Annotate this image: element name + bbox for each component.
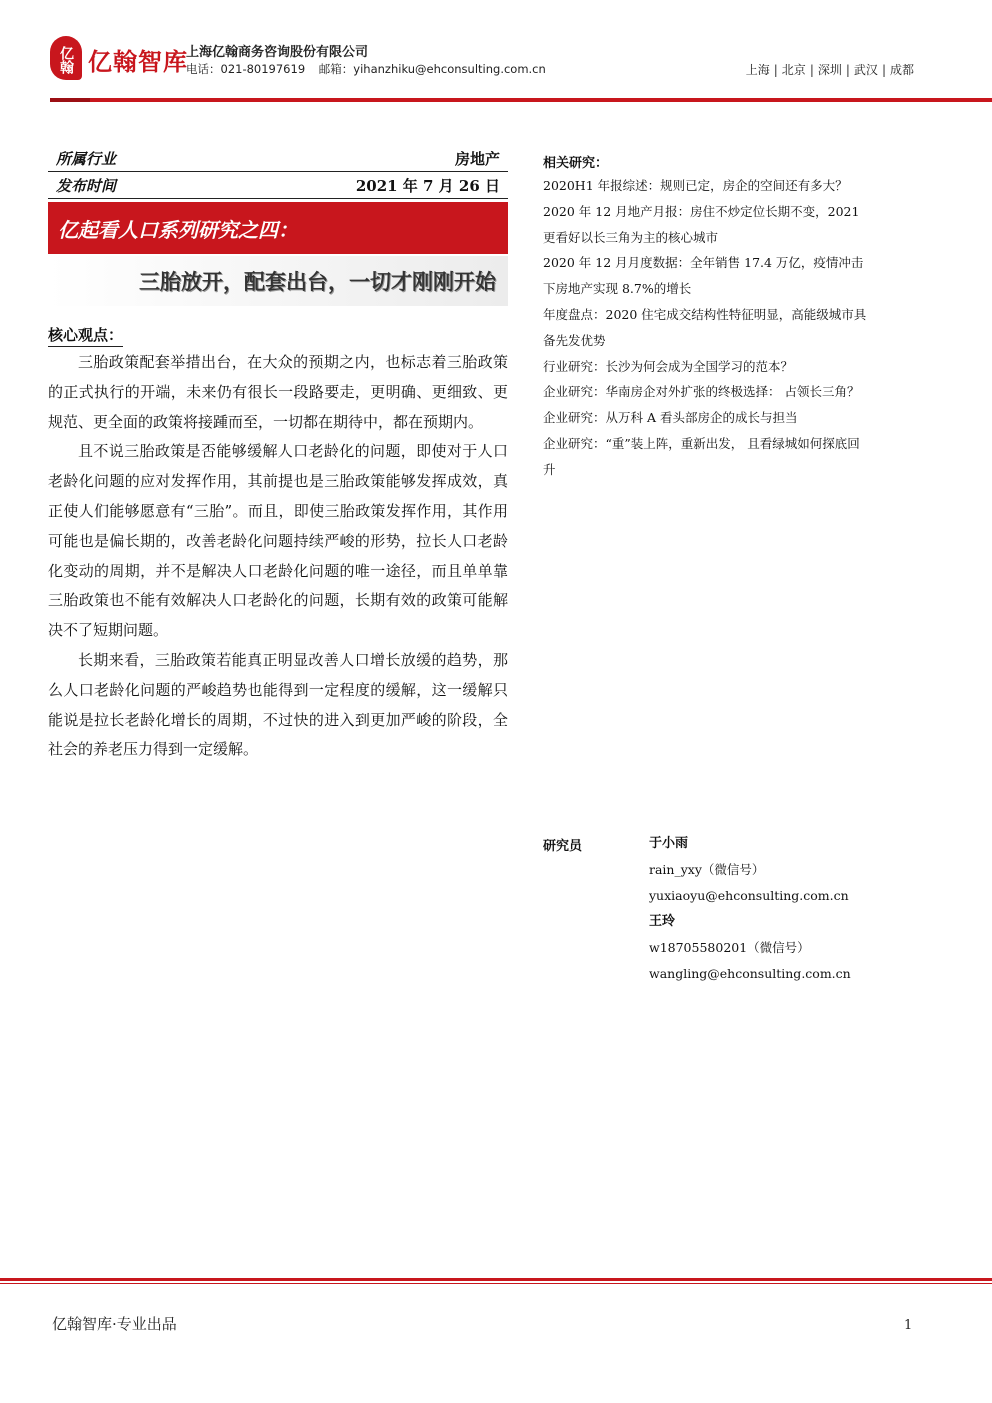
related-heading: 相关研究： (543, 156, 609, 171)
logo-mark (50, 36, 82, 80)
core-body (48, 348, 508, 765)
city-list (746, 61, 914, 78)
date-label: 发布时间 (56, 177, 117, 195)
header-rule-accent (50, 98, 90, 102)
city: 武汉 (853, 63, 878, 77)
related-item: 企业研究：“重”装上阵，重新出发， 且看绿城如何探底回升 (543, 435, 860, 477)
industry-value: 房地产 (454, 150, 500, 168)
city: 成都 (889, 63, 914, 77)
date-value: 2021 年 7 月 26 日 (355, 177, 500, 195)
city: 上海 (745, 63, 770, 77)
city-separator: | (845, 63, 850, 77)
footer-brand: 亿翰智库·专业出品 (52, 1315, 177, 1333)
related-item: 2020 年 12 月地产月报：房住不炒定位长期不变，2021 更看好以长三角为主的核心城市 (543, 203, 860, 245)
researcher-email: yuxiaoyu@ehconsulting.com.cn (649, 888, 849, 903)
related-item: 企业研究：从万科 A 看头部房企的成长与担当 (543, 410, 798, 426)
core-paragraph: 长期来看，三胎政策若能真正明显改善人口增长放缓的趋势，那么人口老龄化问题的严峻趋势也能得到一定程度的缓解，这一缓解只能说是拉长老龄化增长的周期，不过快的进入到更加严峻的阶段，全社会的养老压力得到一定缓解。 (48, 650, 508, 759)
header-rule (50, 98, 992, 102)
researcher-wechat: w18705580201（微信号） (649, 940, 810, 955)
researcher-name: 于小雨 (649, 836, 689, 851)
city-separator: | (773, 63, 778, 77)
researcher-wechat: rain_yxy（微信号） (649, 862, 765, 877)
researcher-email: wangling@ehconsulting.com.cn (649, 966, 851, 981)
headline: 三胎放开，配套出台，一切才刚刚开始 (48, 256, 508, 306)
page-number: 1 (904, 1318, 913, 1333)
company-name: 上海亿翰商务咨询股份有限公司 (186, 45, 369, 60)
core-paragraph: 且不说三胎政策是否能够缓解人口老龄化的问题，即使对于人口老龄化问题的应对发挥作用，其前提也是三胎政策能够发挥成效，真正使人们能够愿意有“三胎”。而且，即使三胎政策发挥作用，其作用可能也是偏长期的，改善老龄化问题持续严峻的形势，拉长人口老龄化变动的周期，并不是解决人口老龄化问题的唯一途径，而且单单靠三胎政策也不能有效解决人口老龄化的问题，长期有效的政策可能解决不了短期问题。 (48, 442, 508, 640)
company-contact (186, 61, 556, 77)
city-separator: | (881, 63, 886, 77)
city-separator: | (809, 63, 814, 77)
related-item: 2020 年 12 月月度数据：全年销售 17.4 万亿，疫情冲击下房地产实现 8.7%的增长 (543, 255, 864, 297)
core-paragraph: 三胎政策配套举措出台，在大众的预期之内，也标志着三胎政策的正式执行的开端，未来仍有很长一段路要走，更明确、更细致、更规范、更全面的政策将接踵而至，一切都在期待中，都在预期内。 (48, 353, 508, 431)
date-row (48, 173, 508, 199)
related-item: 年度盘点：2020 住宅成交结构性特征明显，高能级城市具备先发优势 (543, 306, 867, 348)
related-item: 2020H1 年报综述：规则已定，房企的空间还有多大？ (543, 178, 848, 193)
phone: 电话：021-80197619 (186, 62, 306, 76)
city: 深圳 (817, 63, 842, 77)
logo-glyph: 亿翰 (58, 45, 74, 74)
researcher-label: 研究员 (543, 839, 583, 854)
researcher-name: 王玲 (649, 914, 676, 929)
city: 北京 (781, 63, 806, 77)
footer-rule-thin (0, 1283, 992, 1284)
related-list (543, 173, 869, 483)
related-item: 企业研究：华南房企对外扩张的终极选择： 占领长三角？ (543, 384, 860, 400)
series-title: 亿起看人口系列研究之四： (48, 202, 508, 254)
industry-row (48, 146, 508, 172)
logo-text: 亿翰智库 (88, 48, 188, 76)
email: 邮箱：yihanzhiku@ehconsulting.com.cn (318, 62, 546, 76)
industry-label: 所属行业 (56, 150, 117, 168)
footer-rule (0, 1278, 992, 1281)
related-item: 行业研究：长沙为何会成为全国学习的范本？ (543, 358, 794, 374)
core-heading: 核心观点： (48, 324, 123, 347)
researcher-list (649, 831, 949, 987)
